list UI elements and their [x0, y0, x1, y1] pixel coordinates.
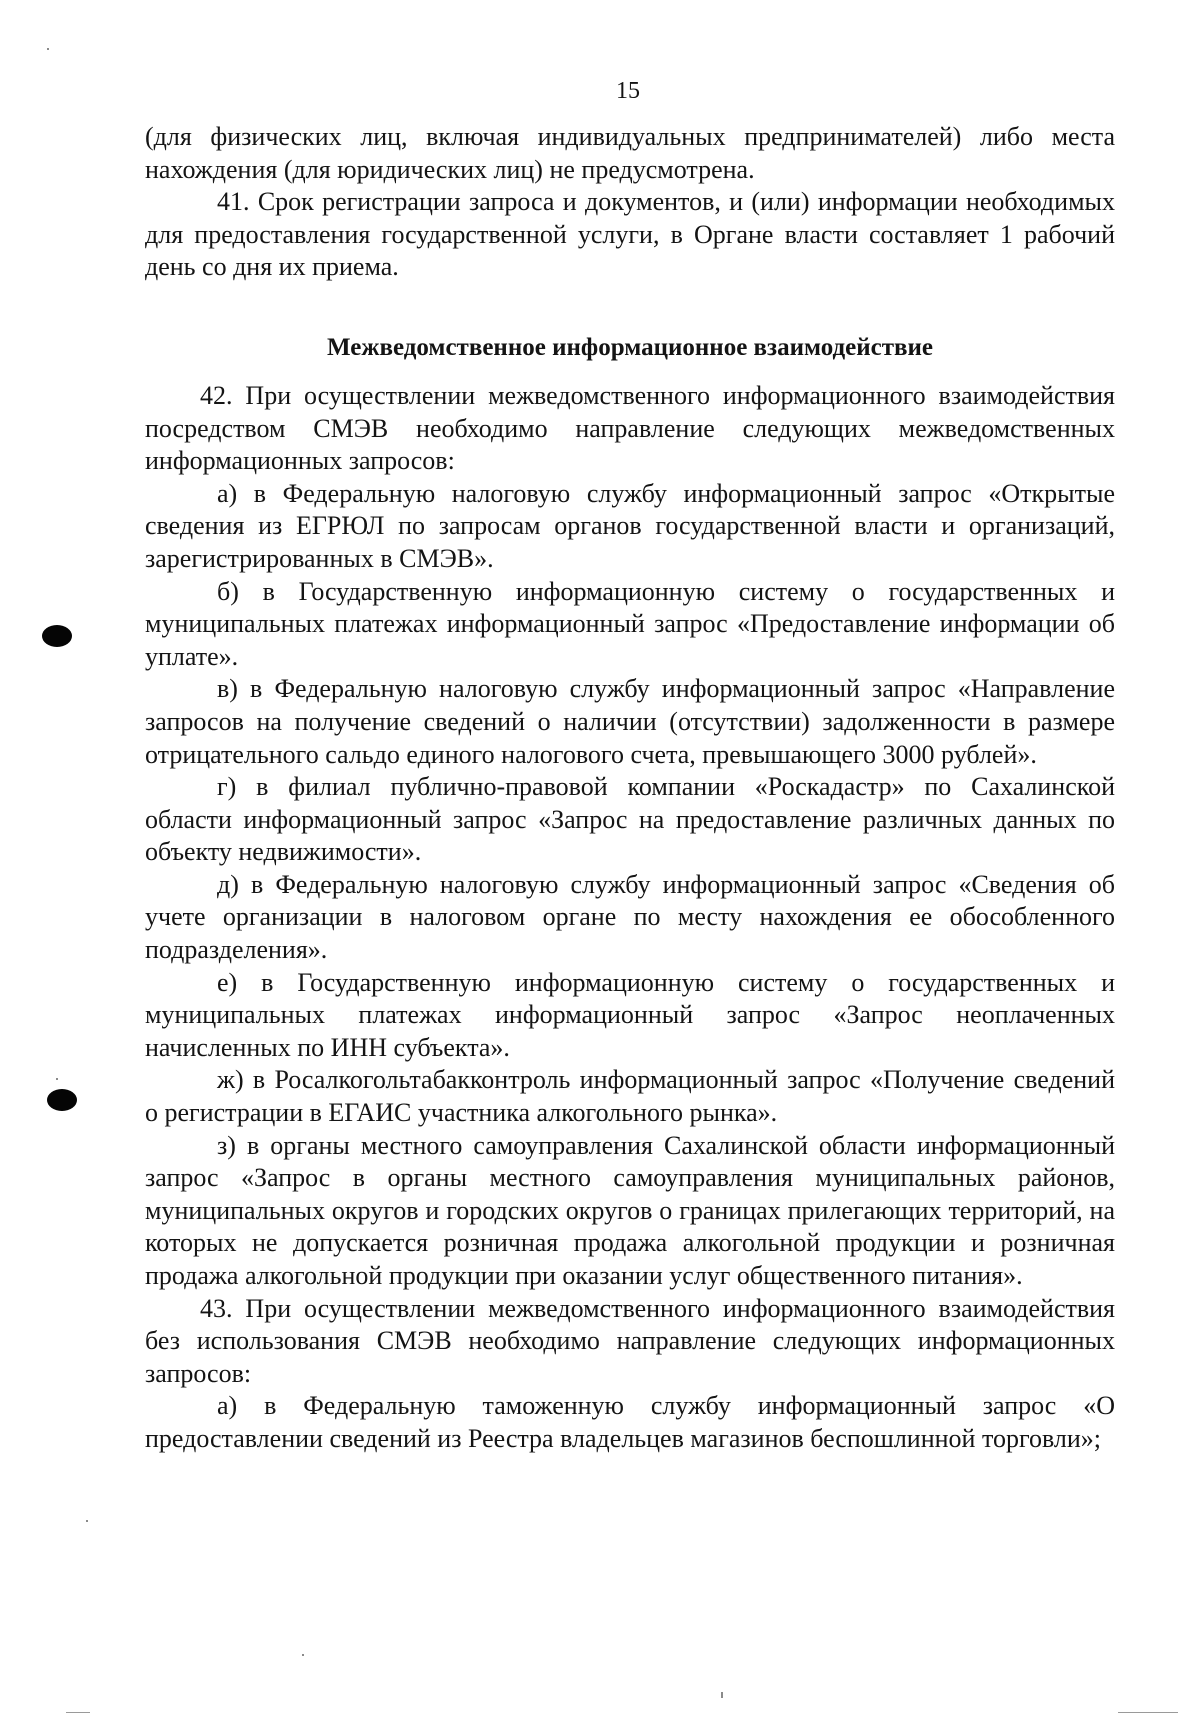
paragraph-continuation: (для физических лиц, включая индивидуальных предпринимателей) либо места нахождения (для юридических лиц) не предусмотрена. [145, 122, 1115, 184]
scan-speck [86, 1520, 88, 1522]
paragraph-42-zh: ж) в Росалкогольтабакконтроль информационный запрос «Получение сведений о регистрации в ЕГАИС участника алкогольного рынка». [145, 1065, 1115, 1128]
punch-hole-mark [47, 1089, 77, 1111]
paragraph-42-z: з) в органы местного самоуправления Сахалинской области информационный запрос «Запрос в органы местного самоуправления муниципальных районов, муниципальных округов и городских округов о границах прилегающих территорий, на которых не допускается розничная продажа алкогольной продукции и розничная продажа алкогольной продукции при оказании услуг общественного питания». [145, 1130, 1115, 1290]
paragraph-42: 42. При осуществлении межведомственного информационного взаимодействия посредством СМЭВ необходимо направление следующих межведомственных информационных запросов: [145, 380, 1115, 476]
page-number: 15 [616, 78, 640, 104]
document-body [145, 121, 1115, 1456]
punch-hole-mark [42, 625, 72, 647]
scan-edge-line [1118, 1712, 1178, 1713]
paragraph-42-g: г) в филиал публично-правовой компании «Роскадастр» по Сахалинской области информационный запрос «Запрос на предоставление различных данных по объекту недвижимости». [145, 772, 1115, 867]
paragraph-42-d: д) в Федеральную налоговую службу информационный запрос «Сведения об учете организации в налоговом органе по месту нахождения ее обособленного подразделения». [145, 869, 1115, 965]
scan-edge-line [66, 1712, 90, 1713]
section-heading: Межведомственное информационное взаимодействие [327, 333, 933, 361]
scan-speck [721, 1692, 723, 1698]
paragraph-43: 43. При осуществлении межведомственного информационного взаимодействия без использования СМЭВ необходимо направление следующих информационных запросов: [145, 1293, 1115, 1388]
paragraph-42-b: б) в Государственную информационную систему о государственных и муниципальных платежах информационный запрос «Предоставление информации об уплате». [145, 576, 1115, 671]
scan-speck [47, 48, 49, 50]
paragraph-42-v: в) в Федеральную налоговую службу информационный запрос «Направление запросов на получение сведений о наличии (отсутствии) задолженности в размере отрицательного сальдо единого налогового счета, превышающего 3000 рублей». [145, 674, 1115, 769]
scan-speck [56, 1078, 58, 1080]
paragraph-43-a: а) в Федеральную таможенную службу информационный запрос «О предоставлении сведений из Реестра владельцев магазинов беспошлинной торговли»; [145, 1391, 1115, 1453]
paragraph-42-a: а) в Федеральную налоговую службу информационный запрос «Открытые сведения из ЕГРЮЛ по запросам органов государственной власти и организаций, зарегистрированных в СМЭВ». [145, 478, 1115, 573]
paragraph-42-e: е) в Государственную информационную систему о государственных и муниципальных платежах информационный запрос «Запрос неоплаченных начисленных по ИНН субъекта». [145, 967, 1115, 1062]
paragraph-41: 41. Срок регистрации запроса и документов, и (или) информации необходимых для предоставления государственной услуги, в Органе власти составляет 1 рабочий день со дня их приема. [145, 187, 1115, 282]
scan-speck [302, 1654, 304, 1656]
